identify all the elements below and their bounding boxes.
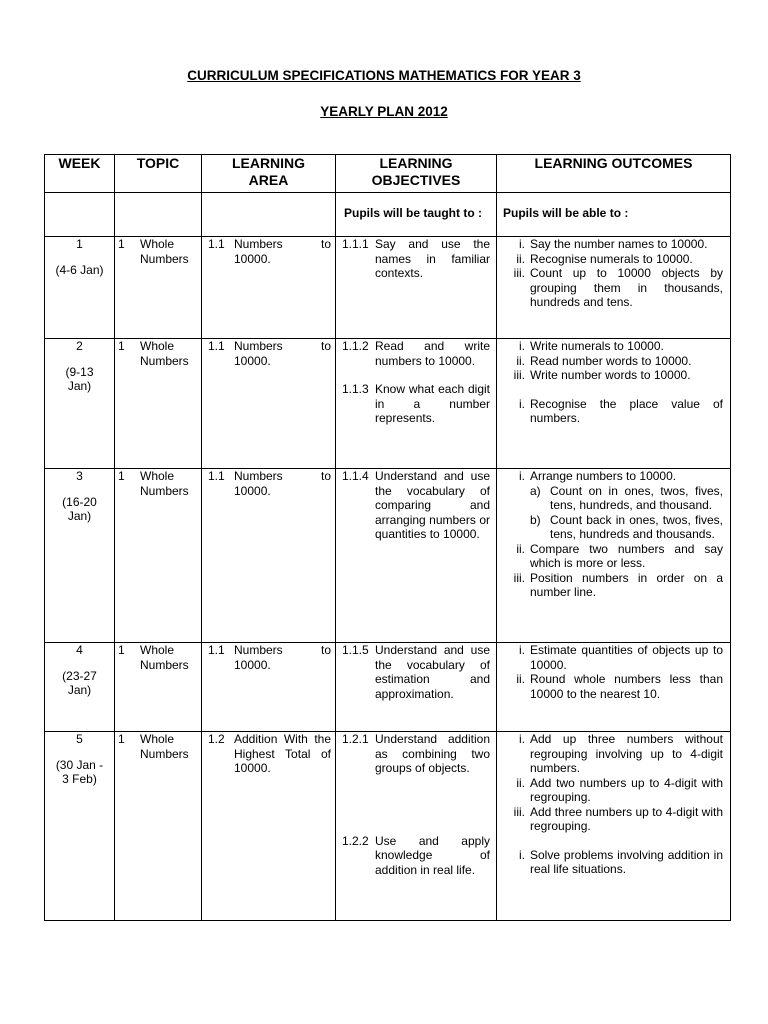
learning-area-cell [202, 469, 336, 643]
header-week: WEEK [45, 155, 115, 193]
outcome-text: Arrange numbers to 10000. [530, 469, 677, 483]
objective-text: Understand and use the vocabulary of estimation and approximation. [375, 643, 490, 701]
area-text: Addition With the Highest Total of 10000. [234, 732, 331, 775]
area-number: 1.2 [208, 732, 225, 746]
outcome-list [497, 397, 730, 426]
outcome-item [497, 542, 730, 571]
objective-number: 1.2.2 [342, 833, 369, 848]
week-number: 1 [76, 237, 83, 251]
table-row [45, 732, 731, 921]
outcome-item [497, 368, 730, 383]
area-text: Numbers to 10000. [234, 643, 331, 672]
week-number: 5 [76, 732, 83, 746]
objective-text: Say and use the names in familiar contexts. [375, 237, 490, 280]
topic-name: Whole Numbers [140, 732, 189, 761]
outcome-item [497, 252, 730, 267]
learning-area-cell [202, 237, 336, 339]
week-dates: (16-20 Jan) [62, 494, 97, 523]
learning-outcomes-cell [497, 469, 731, 643]
objective-text: Understand addition as combining two groups of objects. [375, 732, 490, 775]
outcome-numeral: iii. [513, 804, 525, 819]
week-number: 2 [76, 339, 83, 353]
outcome-list [497, 732, 730, 834]
topic-name: Whole Numbers [140, 339, 189, 368]
outcome-item [497, 339, 730, 354]
area-text: Numbers to 10000. [234, 469, 331, 498]
topic-number: 1 [118, 732, 125, 746]
header-learning-area: LEARNING AREA [202, 155, 336, 193]
outcome-item [497, 732, 730, 776]
outcome-numeral: iii. [513, 266, 525, 280]
yearly-plan-table [44, 154, 731, 921]
outcome-item [497, 805, 730, 834]
intro-row [45, 193, 731, 237]
subitem-text: Count on in ones, twos, fives, tens, hundreds, and thousand. [550, 483, 723, 512]
topic-name: Whole Numbers [140, 469, 189, 498]
learning-area-cell [202, 339, 336, 469]
outcome-item [497, 776, 730, 805]
objectives-intro: Pupils will be taught to : [336, 193, 497, 237]
week-dates: (4-6 Jan) [55, 262, 104, 277]
area-text: Numbers to 10000. [234, 339, 331, 368]
outcome-text: Write numerals to 10000. [530, 339, 664, 353]
week-dates: (9-13 Jan) [65, 364, 94, 393]
topic-number: 1 [118, 237, 125, 251]
outcome-numeral: ii. [516, 251, 525, 266]
topic-number: 1 [118, 339, 125, 353]
outcome-text: Say the number names to 10000. [530, 237, 708, 251]
outcome-numeral: iii. [513, 368, 525, 382]
outcome-list [497, 469, 730, 600]
topic-number: 1 [118, 469, 125, 483]
outcome-text: Estimate quantities of objects up to 10000. [530, 643, 723, 672]
week-dates: (30 Jan - 3 Feb) [55, 757, 104, 786]
outcome-numeral: ii. [516, 775, 525, 790]
topic-cell [115, 339, 202, 469]
week-cell [45, 339, 115, 469]
learning-area-cell [202, 732, 336, 921]
outcome-item [497, 469, 730, 542]
learning-objectives-cell [336, 643, 497, 732]
outcome-text: Read number words to 10000. [530, 353, 692, 368]
week-cell [45, 732, 115, 921]
week-cell [45, 469, 115, 643]
outcome-item [497, 266, 730, 310]
outcome-text: Add two numbers up to 4-digit with regrouping. [530, 775, 723, 804]
document-title: CURRICULUM SPECIFICATIONS MATHEMATICS FOR YEAR 3 [187, 68, 581, 83]
outcome-numeral: i. [519, 847, 525, 862]
learning-objectives-cell [336, 732, 497, 921]
outcome-text: Solve problems involving addition in real life situations. [530, 847, 723, 876]
week-number: 3 [76, 469, 83, 483]
topic-cell [115, 643, 202, 732]
outcome-item [497, 643, 730, 672]
objective-item [336, 834, 496, 878]
week-cell [45, 237, 115, 339]
outcome-numeral: i. [519, 732, 525, 746]
learning-outcomes-cell [497, 732, 731, 921]
outcome-item [497, 397, 730, 426]
objective-item [336, 339, 496, 368]
topic-name: Whole Numbers [140, 643, 189, 672]
outcome-text: Recognise the place value of numbers. [530, 396, 723, 425]
objective-item [336, 732, 496, 776]
learning-objectives-cell [336, 339, 497, 469]
learning-area-cell [202, 643, 336, 732]
objective-number: 1.1.2 [342, 339, 369, 353]
header-learning-outcomes: LEARNING OUTCOMES [497, 155, 731, 193]
objective-item [336, 237, 496, 281]
objective-number: 1.1.1 [342, 237, 369, 251]
outcome-numeral: ii. [516, 672, 525, 686]
outcome-numeral: i. [519, 469, 525, 483]
objective-text: Understand and use the vocabulary of comparing and arranging numbers or quantities to 10000. [375, 469, 490, 541]
area-number: 1.1 [208, 237, 225, 251]
outcome-sublist [530, 484, 723, 542]
subitem-letter: a) [530, 483, 541, 498]
topic-number: 1 [118, 643, 125, 657]
table-header-row [45, 155, 731, 193]
outcome-item [497, 672, 730, 701]
week-dates: (23-27 Jan) [62, 668, 97, 697]
outcome-text: Add up three numbers without regrouping involving up to 4-digit numbers. [530, 732, 723, 775]
table-row [45, 643, 731, 732]
document-subtitle: YEARLY PLAN 2012 [320, 104, 448, 119]
outcome-text: Position numbers in order on a number line. [530, 570, 723, 599]
outcome-text: Write number words to 10000. [530, 368, 691, 382]
outcome-subitem [530, 484, 723, 513]
area-number: 1.1 [208, 339, 225, 353]
objective-item [336, 382, 496, 426]
topic-cell [115, 237, 202, 339]
table-row [45, 237, 731, 339]
subitem-letter: b) [530, 512, 541, 527]
table-row [45, 339, 731, 469]
objective-item [336, 469, 496, 542]
outcome-item [497, 237, 730, 252]
topic-cell [115, 732, 202, 921]
learning-objectives-cell [336, 237, 497, 339]
outcome-numeral: iii. [513, 570, 525, 585]
outcome-text: Count up to 10000 objects by grouping them in thousands, hundreds and tens. [530, 266, 723, 309]
outcome-list [497, 643, 730, 701]
outcome-text: Recognise numerals to 10000. [530, 251, 693, 266]
objective-number: 1.1.5 [342, 643, 369, 657]
week-number: 4 [76, 643, 83, 657]
learning-objectives-cell [336, 469, 497, 643]
outcome-list [497, 339, 730, 383]
objective-text: Use and apply knowledge of addition in real life. [375, 833, 490, 877]
outcome-text: Compare two numbers and say which is more or less. [530, 541, 723, 570]
outcome-item [497, 354, 730, 369]
objective-number: 1.1.3 [342, 382, 369, 396]
learning-outcomes-cell [497, 237, 731, 339]
outcome-list [497, 848, 730, 877]
topic-name: Whole Numbers [140, 237, 189, 266]
learning-outcomes-cell [497, 339, 731, 469]
week-cell [45, 643, 115, 732]
outcome-text: Round whole numbers less than 10000 to the nearest 10. [530, 672, 723, 701]
topic-cell [115, 469, 202, 643]
outcome-numeral: ii. [516, 353, 525, 368]
objective-text: Read and write numbers to 10000. [375, 339, 490, 368]
outcome-item [497, 571, 730, 600]
header-topic: TOPIC [115, 155, 202, 193]
header-learning-objectives: LEARNING OBJECTIVES [336, 155, 497, 193]
outcome-numeral: i. [519, 237, 525, 251]
outcome-text: Add three numbers up to 4-digit with regrouping. [530, 804, 723, 833]
outcome-numeral: i. [519, 396, 525, 411]
objective-text: Know what each digit in a number represents. [375, 382, 490, 425]
outcome-subitem [530, 513, 723, 542]
objective-item [336, 643, 496, 701]
outcome-numeral: i. [519, 643, 525, 657]
area-number: 1.1 [208, 469, 225, 483]
learning-outcomes-cell [497, 643, 731, 732]
outcome-numeral: ii. [516, 541, 525, 556]
subitem-text: Count back in ones, twos, fives, tens, hundreds and thousands. [550, 512, 723, 541]
table-row [45, 469, 731, 643]
objective-number: 1.2.1 [342, 732, 369, 746]
outcome-numeral: i. [519, 339, 525, 353]
objective-number: 1.1.4 [342, 469, 369, 483]
area-number: 1.1 [208, 643, 225, 657]
outcomes-intro: Pupils will be able to : [497, 193, 731, 237]
area-text: Numbers to 10000. [234, 237, 331, 266]
outcome-list [497, 237, 730, 310]
outcome-item [497, 848, 730, 877]
